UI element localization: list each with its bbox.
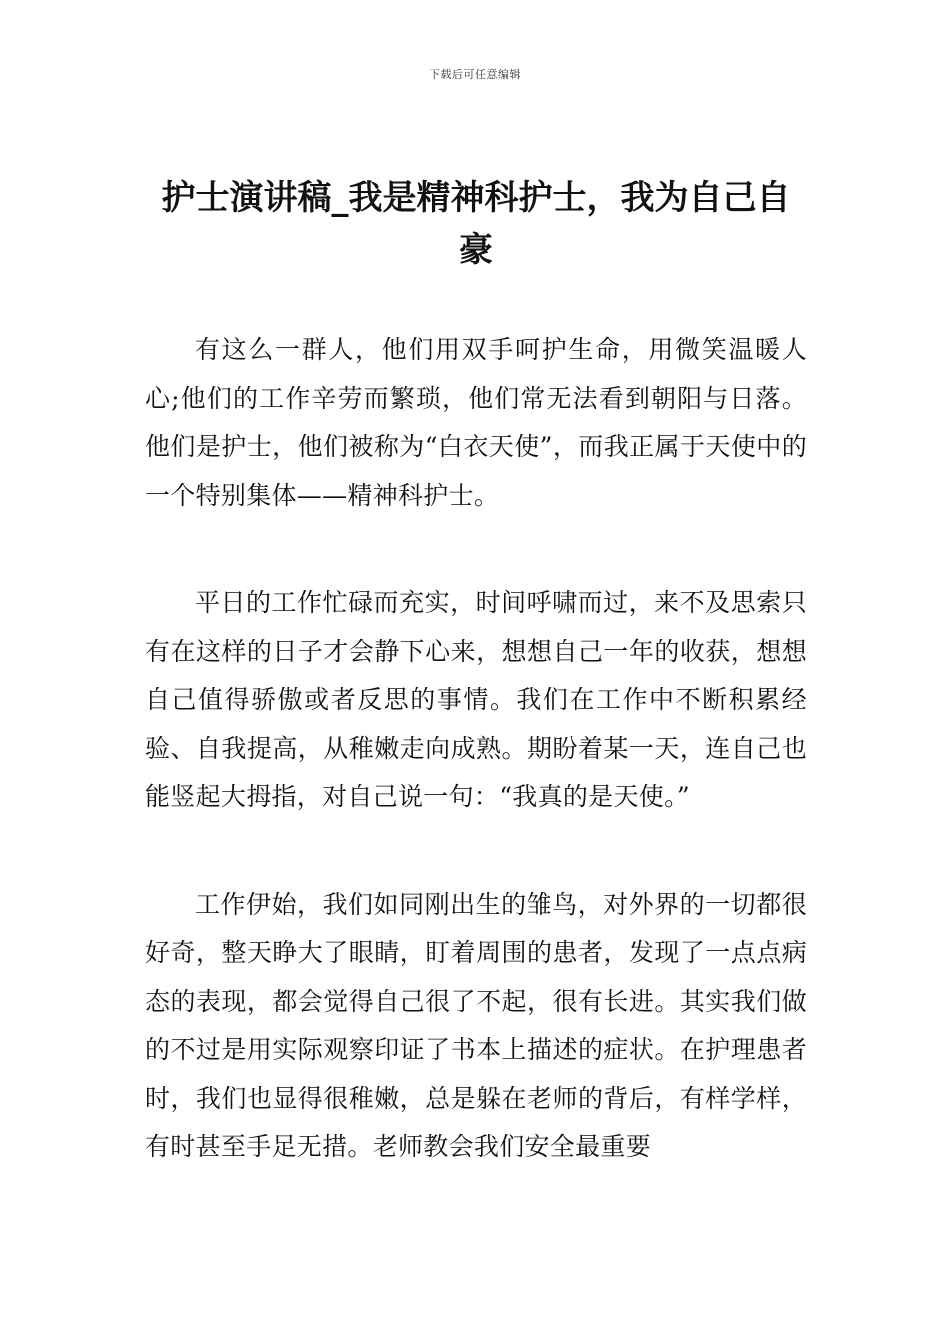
paragraph-2: 平日的工作忙碌而充实，时间呼啸而过，来不及思索只有在这样的日子才会静下心来，想想自己一年的收获，想想自己值得骄傲或者反思的事情。我们在工作中不断积累经验、自我提高，从稚嫩走向成熟。期盼着某一天，连自己也能竖起大拇指，对自己说一句：“我真的是天使。” — [145, 588, 807, 811]
paragraph-3: 工作伊始，我们如同刚出生的雏鸟，对外界的一切都很好奇，整天睁大了眼睛，盯着周围的患者，发现了一点点病态的表现，都会觉得自己很了不起，很有长进。其实我们做的不过是用实际观察印证了书本上描述的症状。在护理患者时，我们也显得很稚嫩，总是躲在老师的背后，有样学样，有时甚至手足无措。老师教会我们安全最重要 — [145, 889, 807, 1161]
paragraph-1: 有这么一群人，他们用双手呵护生命，用微笑温暖人心;他们的工作辛劳而繁琐，他们常无法看到朝阳与日落。他们是护士，他们被称为“白衣天使”，而我正属于天使中的一个特别集体——精神科护士。 — [145, 335, 807, 510]
document-body — [145, 326, 807, 1231]
document-title: 护士演讲稿_我是精神科护士，我为自己自豪 — [161, 178, 791, 270]
header-note: 下载后可任意编辑 — [429, 68, 521, 81]
